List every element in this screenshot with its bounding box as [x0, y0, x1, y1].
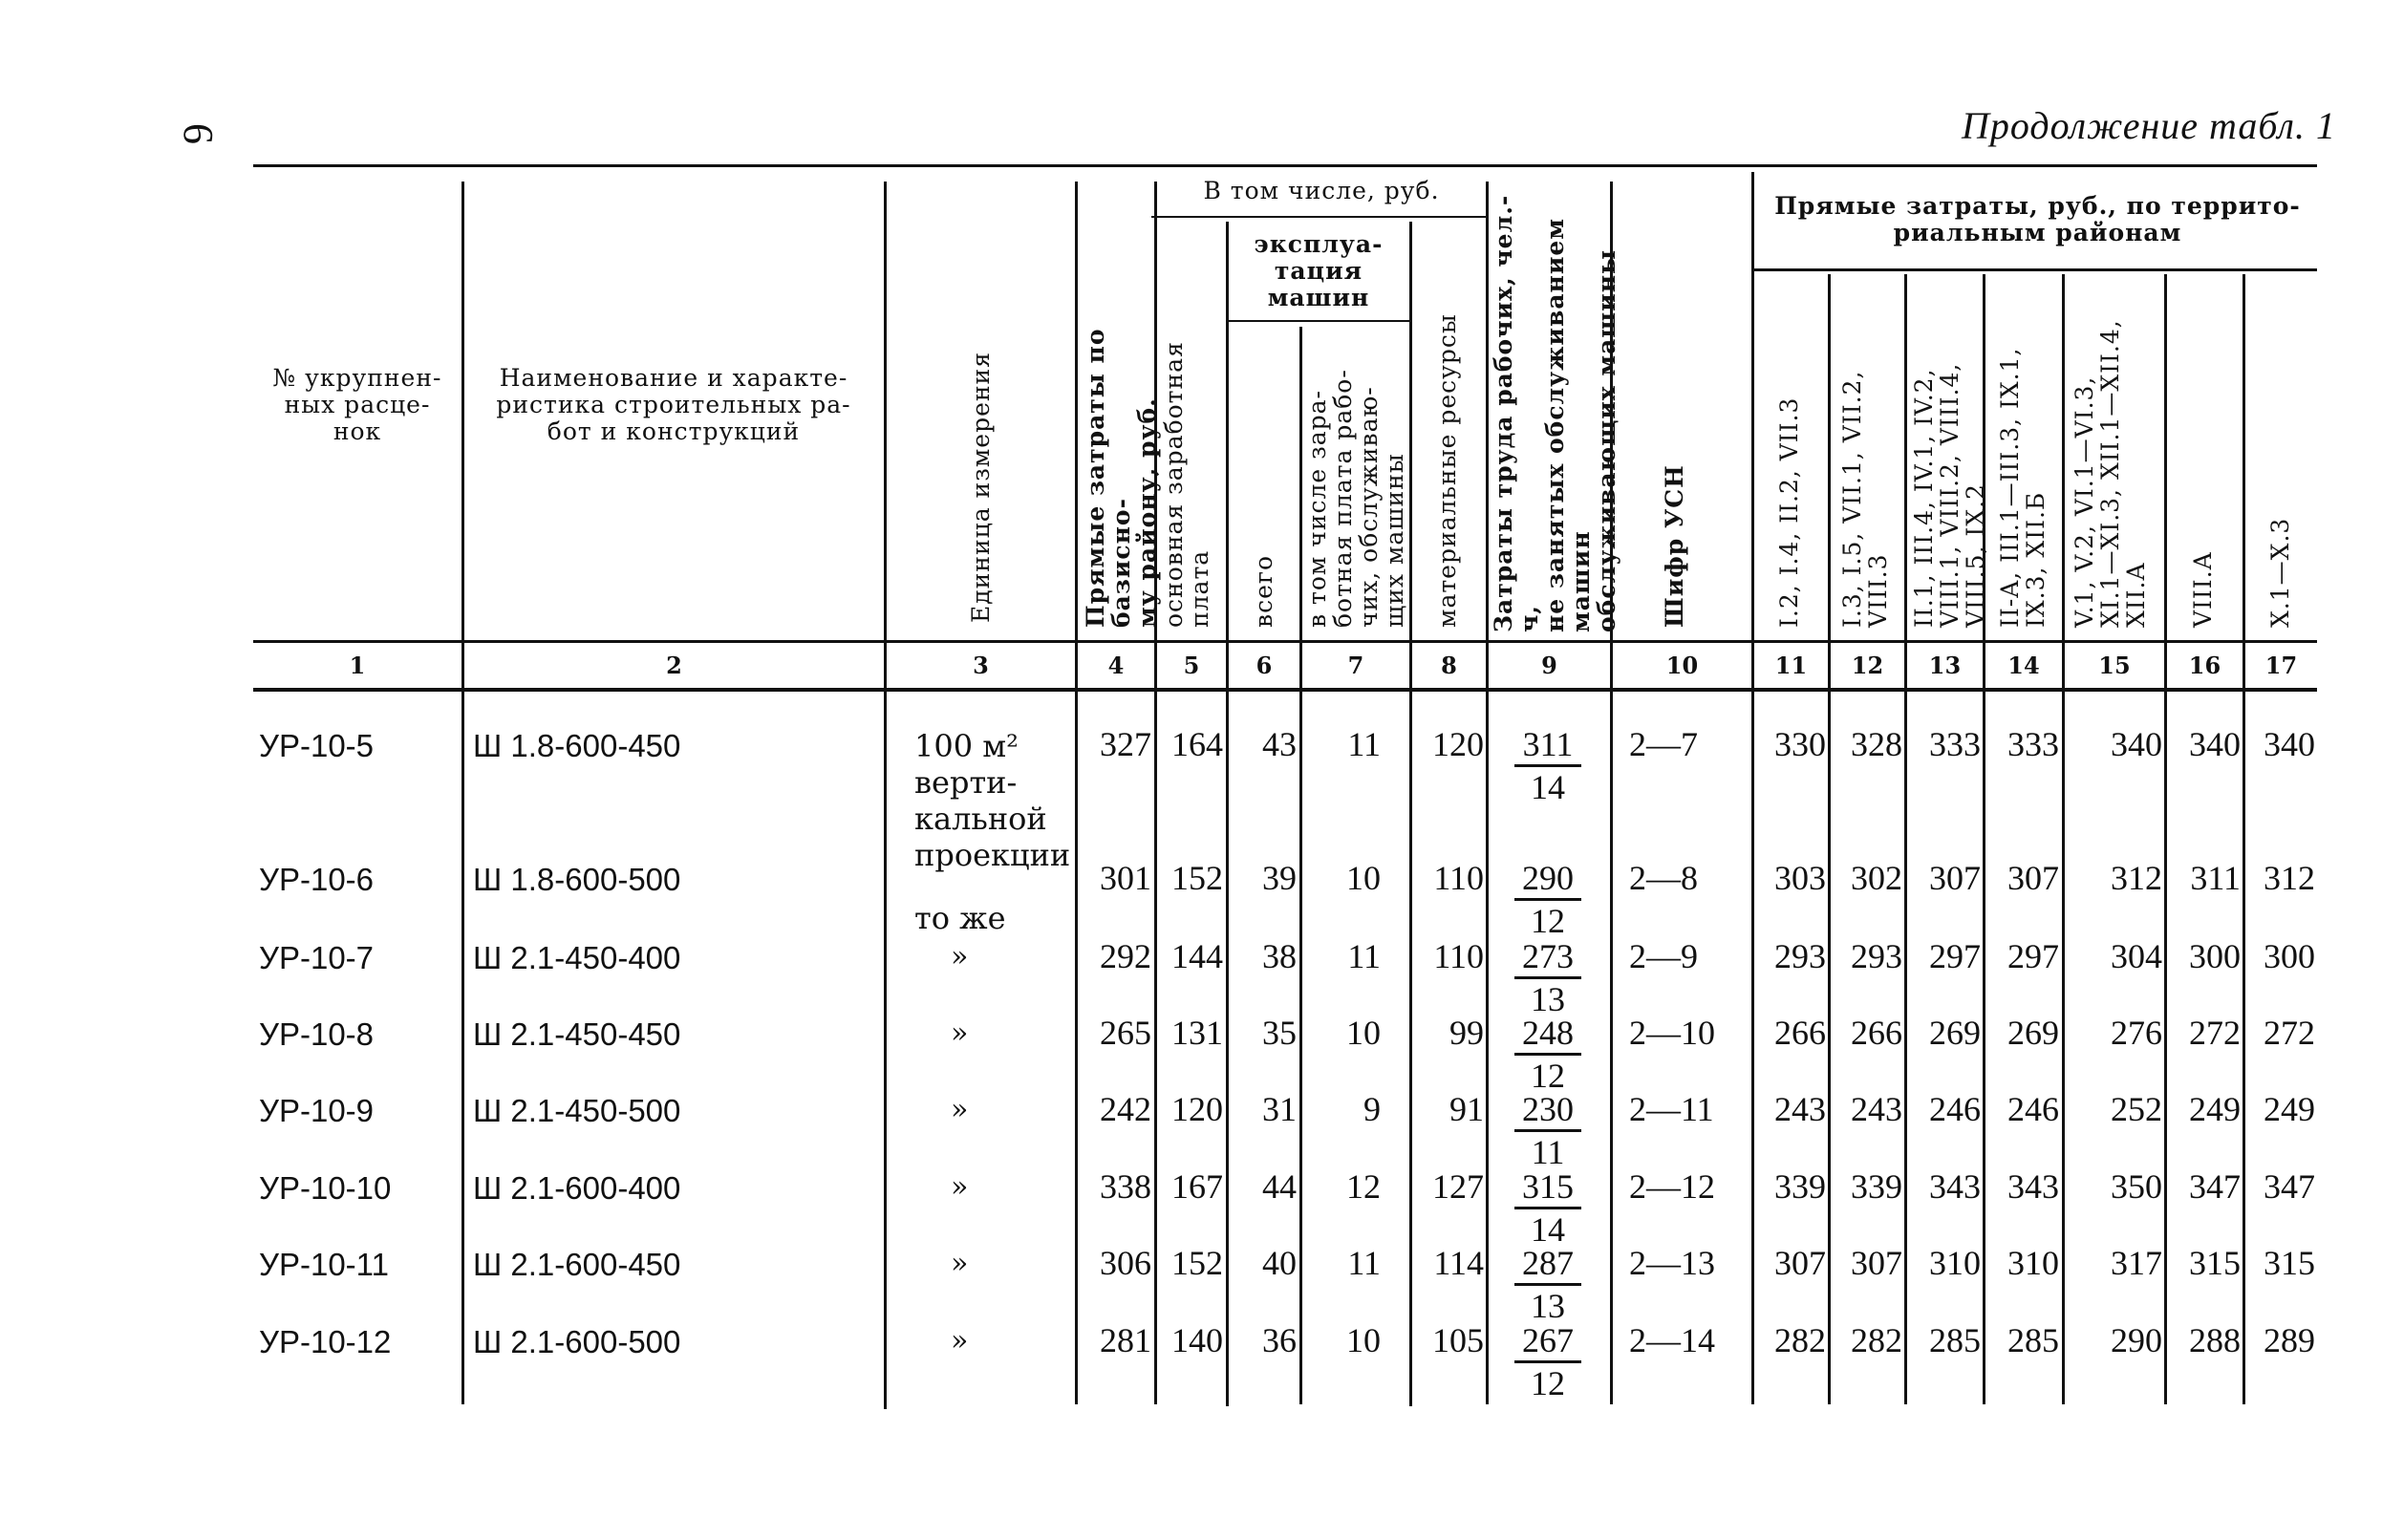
- group-rule-territ: [1753, 268, 2317, 271]
- labor-not-machines: 290: [1514, 858, 1581, 901]
- row-value-c6: 44: [1262, 1167, 1297, 1206]
- row-unit: »: [951, 1247, 969, 1280]
- row-value-c15: 290: [2111, 1321, 2162, 1359]
- continuation-caption: Продолжение табл. 1: [1961, 104, 2336, 147]
- vrule-3: [1075, 182, 1078, 1404]
- row-name: Ш 2.1-450-500: [473, 1093, 681, 1128]
- row-value-c12: 328: [1851, 725, 1902, 763]
- row-usn-code: 2—8: [1629, 859, 1698, 897]
- column-number-15: 15: [2098, 652, 2131, 679]
- row-unit: »: [951, 940, 969, 973]
- row-value-c5: 120: [1171, 1090, 1223, 1128]
- row-value-c6: 39: [1262, 859, 1297, 897]
- row-value-c4: 281: [1100, 1321, 1151, 1359]
- row-code: УР-10-8: [259, 1016, 375, 1052]
- row-value-c8: 91: [1449, 1090, 1484, 1128]
- row-value-c14: 343: [2007, 1167, 2059, 1206]
- row-value-c14: 269: [2007, 1014, 2059, 1052]
- row-value-c6: 38: [1262, 937, 1297, 975]
- row-value-c4: 265: [1100, 1014, 1151, 1052]
- column-number-8: 8: [1441, 652, 1457, 679]
- row-value-c5: 167: [1171, 1167, 1223, 1206]
- row-value-c7: 10: [1346, 1014, 1381, 1052]
- header-col-3: Единица измерения: [967, 352, 995, 623]
- row-value-c7: 10: [1346, 1321, 1381, 1359]
- row-unit: то же: [914, 900, 1006, 936]
- row-value-c14: 310: [2007, 1244, 2059, 1282]
- row-value-c11: 307: [1774, 1244, 1826, 1282]
- labor-not-machines: 273: [1514, 936, 1581, 979]
- row-usn-code: 2—7: [1629, 725, 1698, 763]
- row-labor-fraction: [1514, 936, 1581, 1019]
- row-value-c16: 288: [2189, 1321, 2241, 1359]
- vrule-6: [1299, 327, 1302, 1404]
- column-number-9: 9: [1541, 652, 1557, 679]
- group-rule-exploat: [1228, 320, 1409, 322]
- column-number-14: 14: [2007, 652, 2040, 679]
- group-rule-v-tom-chisle: [1151, 216, 1486, 218]
- row-value-c11: 303: [1774, 859, 1826, 897]
- row-labor-fraction: [1514, 1320, 1581, 1403]
- row-value-c16: 347: [2189, 1167, 2241, 1206]
- row-value-c13: 297: [1929, 937, 1981, 975]
- row-value-c6: 35: [1262, 1014, 1297, 1052]
- row-value-c15: 252: [2111, 1090, 2162, 1128]
- row-value-c4: 338: [1100, 1167, 1151, 1206]
- column-number-7: 7: [1347, 652, 1364, 679]
- row-value-c15: 340: [2111, 725, 2162, 763]
- row-value-c11: 266: [1774, 1014, 1826, 1052]
- row-value-c13: 307: [1929, 859, 1981, 897]
- top-rule: [253, 164, 2317, 167]
- row-value-c17: 347: [2264, 1167, 2315, 1206]
- column-number-4: 4: [1107, 652, 1125, 679]
- row-value-c12: 307: [1851, 1244, 1902, 1282]
- row-value-c16: 315: [2189, 1244, 2241, 1282]
- row-value-c14: 307: [2007, 859, 2059, 897]
- row-value-c11: 282: [1774, 1321, 1826, 1359]
- row-value-c8: 105: [1432, 1321, 1484, 1359]
- row-value-c5: 164: [1171, 725, 1223, 763]
- row-value-c11: 330: [1774, 725, 1826, 763]
- row-usn-code: 2—10: [1629, 1014, 1715, 1052]
- labor-not-machines: 230: [1514, 1089, 1581, 1132]
- header-col-14: II-A, III.1—III.3, IX.1, IX.3, XII.Б: [1996, 347, 2049, 628]
- vrule-7: [1409, 222, 1412, 1406]
- row-name: Ш 1.8-600-500: [473, 862, 681, 897]
- row-value-c11: 339: [1774, 1167, 1826, 1206]
- row-value-c12: 293: [1851, 937, 1902, 975]
- row-value-c17: 272: [2264, 1014, 2315, 1052]
- row-usn-code: 2—11: [1629, 1090, 1714, 1128]
- header-bottom-rule: [253, 640, 2317, 643]
- row-name: Ш 2.1-450-400: [473, 940, 681, 975]
- header-col-12: I.3, I.5, VII.1, VII.2, VIII.3: [1838, 370, 1892, 628]
- vrule-14: [2062, 274, 2065, 1404]
- vrule-16: [2243, 274, 2245, 1404]
- row-value-c7: 10: [1346, 859, 1381, 897]
- row-value-c5: 152: [1171, 1244, 1223, 1282]
- column-number-3: 3: [973, 652, 989, 679]
- row-code: УР-10-6: [259, 862, 375, 897]
- labor-not-machines: 315: [1514, 1166, 1581, 1209]
- row-labor-fraction: [1514, 858, 1581, 941]
- row-value-c15: 276: [2111, 1014, 2162, 1052]
- row-value-c17: 315: [2264, 1244, 2315, 1282]
- page-number: 6: [175, 123, 223, 144]
- colnum-bottom-rule: [253, 688, 2317, 692]
- row-value-c5: 131: [1171, 1014, 1223, 1052]
- column-number-6: 6: [1255, 652, 1273, 679]
- labor-not-machines: 287: [1514, 1243, 1581, 1286]
- row-usn-code: 2—14: [1629, 1321, 1715, 1359]
- header-col-5: основная заработная плата: [1160, 341, 1213, 628]
- row-value-c14: 285: [2007, 1321, 2059, 1359]
- header-col-6: всего: [1250, 554, 1277, 628]
- row-value-c13: 310: [1929, 1244, 1981, 1282]
- row-value-c4: 242: [1100, 1090, 1151, 1128]
- header-col-4: Прямые затраты по базисно- му району, руб.: [1082, 328, 1161, 628]
- unit-first: 100 м² верти- кальной проекции: [914, 728, 1071, 873]
- vrule-2: [884, 182, 887, 1409]
- row-value-c12: 339: [1851, 1167, 1902, 1206]
- column-number-17: 17: [2264, 652, 2298, 679]
- row-value-c15: 317: [2111, 1244, 2162, 1282]
- column-number-10: 10: [1665, 652, 1699, 679]
- vrule-10: [1751, 172, 1754, 1404]
- row-value-c16: 272: [2189, 1014, 2241, 1052]
- row-value-c14: 246: [2007, 1090, 2059, 1128]
- labor-machines: 12: [1531, 1057, 1565, 1095]
- row-value-c16: 311: [2190, 859, 2241, 897]
- row-value-c17: 340: [2264, 725, 2315, 763]
- column-number-11: 11: [1774, 652, 1808, 679]
- row-value-c15: 312: [2111, 859, 2162, 897]
- column-number-12: 12: [1851, 652, 1884, 679]
- row-name: Ш 2.1-600-400: [473, 1170, 681, 1206]
- row-value-c4: 327: [1100, 725, 1151, 763]
- row-usn-code: 2—12: [1629, 1167, 1715, 1206]
- row-value-c6: 31: [1262, 1090, 1297, 1128]
- labor-machines: 14: [1531, 1210, 1565, 1249]
- row-value-c4: 292: [1100, 937, 1151, 975]
- row-value-c17: 289: [2264, 1321, 2315, 1359]
- row-value-c13: 333: [1929, 725, 1981, 763]
- row-name: Ш 2.1-450-450: [473, 1016, 681, 1052]
- row-value-c13: 285: [1929, 1321, 1981, 1359]
- row-unit: »: [951, 1324, 969, 1358]
- labor-machines: 14: [1531, 768, 1565, 806]
- labor-machines: 12: [1531, 902, 1565, 940]
- row-value-c12: 302: [1851, 859, 1902, 897]
- row-value-c12: 266: [1851, 1014, 1902, 1052]
- row-value-c16: 249: [2189, 1090, 2241, 1128]
- row-value-c4: 301: [1100, 859, 1151, 897]
- row-value-c14: 333: [2007, 725, 2059, 763]
- labor-machines: 13: [1531, 980, 1565, 1018]
- row-value-c8: 120: [1432, 725, 1484, 763]
- row-value-c5: 140: [1171, 1321, 1223, 1359]
- row-value-c7: 12: [1346, 1167, 1381, 1206]
- row-name: Ш 2.1-600-500: [473, 1324, 681, 1359]
- row-value-c8: 110: [1433, 937, 1484, 975]
- labor-not-machines: 267: [1514, 1320, 1581, 1363]
- labor-machines: 11: [1531, 1133, 1565, 1171]
- row-unit: »: [951, 1170, 969, 1204]
- header-group-exploat: эксплуа- тация машин: [1254, 230, 1384, 311]
- row-value-c8: 110: [1433, 859, 1484, 897]
- row-value-c12: 243: [1851, 1090, 1902, 1128]
- column-number-1: 1: [349, 652, 366, 679]
- column-number-5: 5: [1183, 652, 1200, 679]
- vrule-12: [1904, 274, 1907, 1404]
- row-value-c16: 340: [2189, 725, 2241, 763]
- row-value-c13: 269: [1929, 1014, 1981, 1052]
- vrule-5: [1226, 222, 1229, 1406]
- vrule-11: [1828, 274, 1831, 1404]
- header-col-1: № укрупнен- ных расце- нок: [272, 364, 442, 445]
- header-col-13: II.1, III.4, IV.1, IV.2, VIII.1, VIII.2, VIII.4, VIII.5, IX.2: [1910, 362, 1989, 628]
- vrule-8: [1486, 182, 1489, 1404]
- header-col-10: Шифр УСН: [1661, 464, 1688, 628]
- labor-not-machines: 248: [1514, 1013, 1581, 1056]
- header-col-7: в том числе зара- ботная плата рабо- чих, обслуживаю- щих машины: [1303, 369, 1408, 628]
- row-value-c6: 40: [1262, 1244, 1297, 1282]
- row-value-c13: 246: [1929, 1090, 1981, 1128]
- row-value-c14: 297: [2007, 937, 2059, 975]
- row-labor-fraction: [1514, 1089, 1581, 1172]
- row-code: УР-10-7: [259, 940, 375, 975]
- row-name: Ш 1.8-600-450: [473, 728, 681, 763]
- column-number-16: 16: [2188, 652, 2221, 679]
- column-number-2: 2: [666, 652, 682, 679]
- row-value-c8: 127: [1432, 1167, 1484, 1206]
- row-value-c4: 306: [1100, 1244, 1151, 1282]
- row-labor-fraction: [1514, 724, 1581, 807]
- row-labor-fraction: [1514, 1243, 1581, 1326]
- header-col-16: VIII.A: [2189, 551, 2217, 628]
- row-value-c7: 11: [1347, 1244, 1381, 1282]
- row-value-c7: 11: [1347, 725, 1381, 763]
- header-col-11: I.2, I.4, II.2, VII.3: [1775, 396, 1803, 628]
- header-col-2: Наименование и характе- ристика строительных ра- бот и конструкций: [496, 364, 851, 445]
- row-usn-code: 2—9: [1629, 937, 1698, 975]
- row-value-c8: 99: [1449, 1014, 1484, 1052]
- row-value-c6: 43: [1262, 725, 1297, 763]
- row-value-c5: 144: [1171, 937, 1223, 975]
- vrule-1: [461, 182, 464, 1404]
- row-value-c17: 312: [2264, 859, 2315, 897]
- vrule-15: [2164, 274, 2167, 1404]
- row-value-c7: 9: [1363, 1090, 1381, 1128]
- row-name: Ш 2.1-600-450: [473, 1247, 681, 1282]
- row-unit: »: [951, 1016, 969, 1050]
- row-code: УР-10-9: [259, 1093, 375, 1128]
- row-value-c7: 11: [1347, 937, 1381, 975]
- row-value-c17: 249: [2264, 1090, 2315, 1128]
- row-value-c11: 243: [1774, 1090, 1826, 1128]
- header-col-15: V.1, V.2, VI.1—VI.3, XI.1—XI.3, XII.1—XII.4, XII.A: [2071, 319, 2150, 628]
- header-group-v-tom-chisle: В том числе, руб.: [1203, 177, 1440, 204]
- row-value-c8: 114: [1433, 1244, 1484, 1282]
- row-labor-fraction: [1514, 1166, 1581, 1250]
- labor-machines: 12: [1531, 1364, 1565, 1402]
- row-code: УР-10-10: [259, 1170, 392, 1206]
- row-value-c13: 343: [1929, 1167, 1981, 1206]
- row-code: УР-10-12: [259, 1324, 392, 1359]
- row-value-c12: 282: [1851, 1321, 1902, 1359]
- labor-machines: 13: [1531, 1287, 1565, 1325]
- labor-not-machines: 311: [1514, 724, 1581, 767]
- row-usn-code: 2—13: [1629, 1244, 1715, 1282]
- row-value-c11: 293: [1774, 937, 1826, 975]
- row-labor-fraction: [1514, 1013, 1581, 1096]
- row-unit: »: [951, 1093, 969, 1126]
- row-value-c15: 304: [2111, 937, 2162, 975]
- row-code: УР-10-11: [259, 1247, 389, 1282]
- row-value-c16: 300: [2189, 937, 2241, 975]
- row-value-c5: 152: [1171, 859, 1223, 897]
- column-number-13: 13: [1928, 652, 1962, 679]
- header-col-8: материальные ресурсы: [1433, 313, 1461, 628]
- row-code: УР-10-5: [259, 728, 375, 763]
- header-group-territ: Прямые затраты, руб., по террито- риальным районам: [1774, 192, 2301, 246]
- row-value-c17: 300: [2264, 937, 2315, 975]
- row-value-c6: 36: [1262, 1321, 1297, 1359]
- rates-table: [253, 164, 2317, 1406]
- row-value-c15: 350: [2111, 1167, 2162, 1206]
- header-col-17: X.1—X.3: [2266, 517, 2294, 628]
- header-col-9: Затраты труда рабочих, чел.-ч, не занятых обслуживанием машин обслуживающих машины: [1490, 194, 1620, 632]
